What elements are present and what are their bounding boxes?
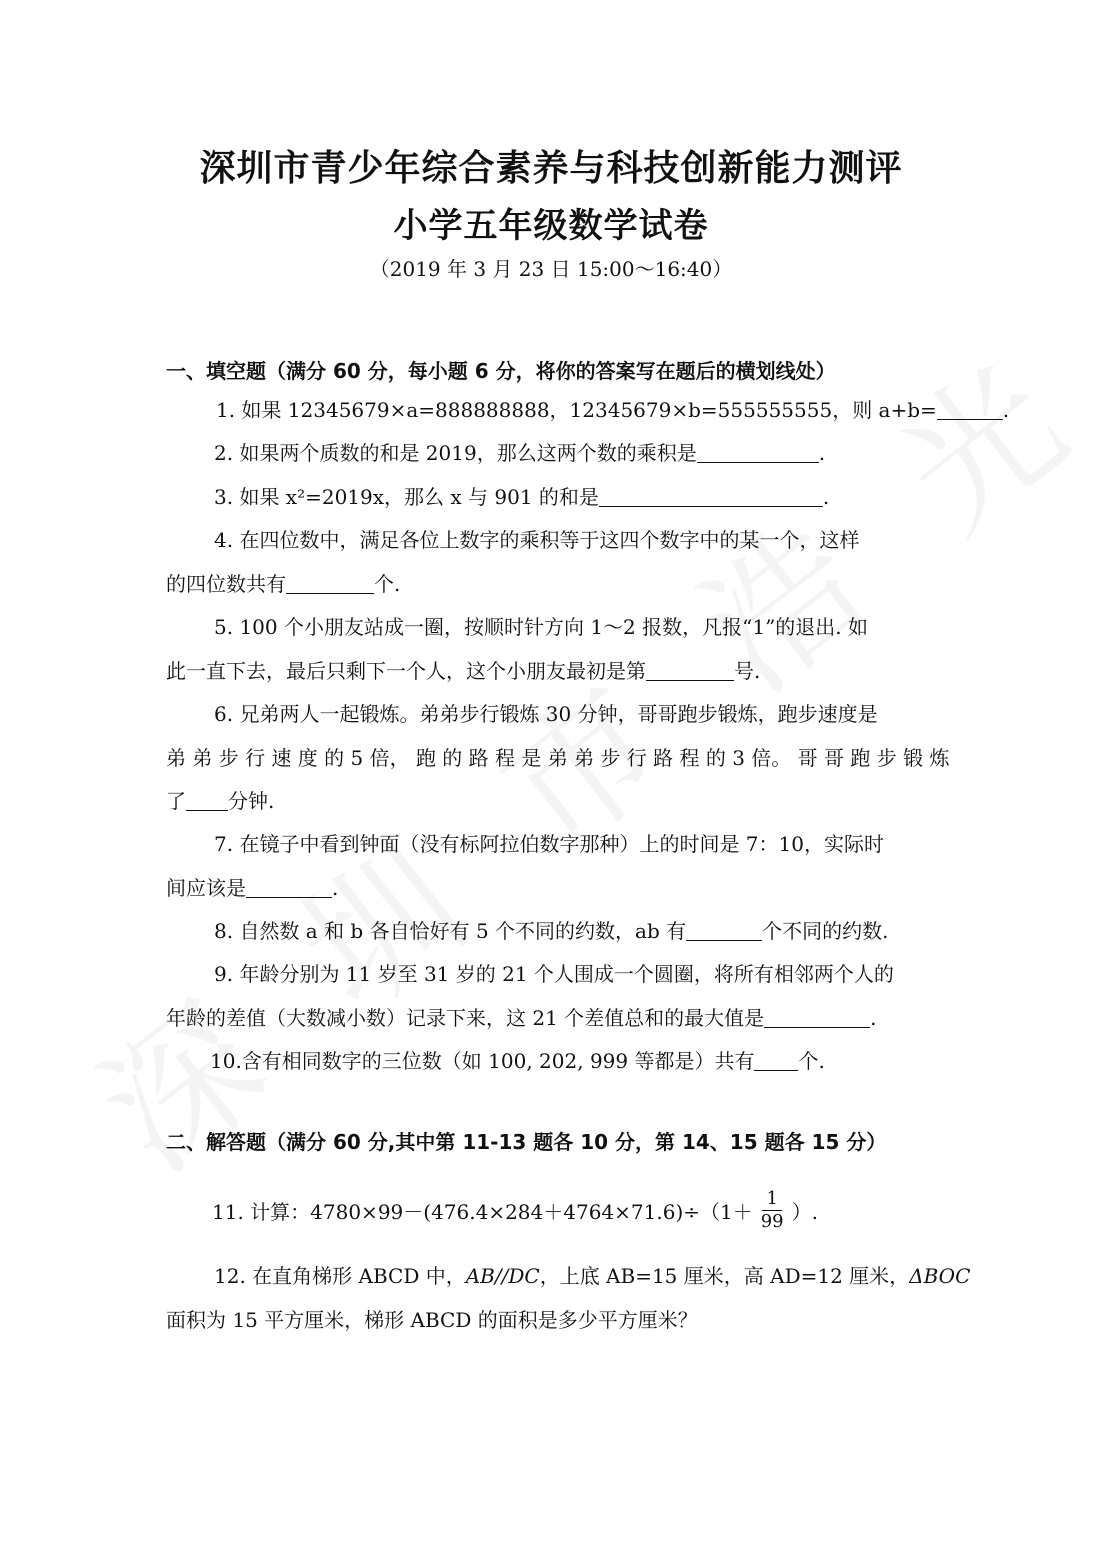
question-5-line1: 5. 100 个小朋友站成一圈，按顺时针方向 1～2 报数，凡报“1”的退出. 如: [214, 615, 869, 639]
answer-blank[interactable]: [754, 1048, 798, 1071]
triangle-notation: ΔBOC: [909, 1264, 971, 1288]
question-4: [166, 519, 936, 606]
question-10: [166, 1040, 936, 1084]
exam-date: （2019 年 3 月 23 日 15:00～16:40）: [369, 257, 733, 281]
question-2: [166, 432, 936, 476]
question-9-end: .: [870, 1005, 877, 1030]
question-6-end: 分钟.: [228, 789, 275, 813]
answer-blank[interactable]: [764, 1005, 870, 1028]
fraction: [757, 1188, 788, 1233]
question-11-end: ）.: [791, 1199, 818, 1224]
question-3-text: 3. 如果 x²=2019x，那么 x 与 901 的和是: [214, 485, 599, 509]
answer-blank[interactable]: [686, 918, 762, 941]
question-9-line1: 9. 年龄分别为 11 岁至 31 岁的 21 个人围成一个圆圈，将所有相邻两个人的: [214, 962, 894, 986]
question-6-line3: 了: [166, 789, 186, 813]
answer-blank[interactable]: [186, 788, 228, 811]
question-2-end: .: [818, 441, 826, 465]
question-12-line1c: ，上底 AB=15 厘米，高 AD=12 厘米，: [539, 1264, 910, 1288]
section1-heading: 一、填空题（满分 60 分，每小题 6 分，将你的答案写在题后的横划线处）: [166, 359, 836, 383]
question-6-line1: 6. 兄弟两人一起锻炼。弟弟步行锻炼 30 分钟，哥哥跑步锻炼，跑步速度是: [214, 702, 878, 726]
question-5: [166, 606, 936, 693]
question-4-end: 个.: [374, 571, 401, 596]
question-7: [166, 823, 936, 910]
parallel-notation: AB//DC: [465, 1264, 540, 1288]
question-3-end: .: [822, 485, 830, 509]
question-1: [166, 389, 1010, 433]
answer-blank[interactable]: [646, 658, 734, 681]
answer-blank[interactable]: [599, 484, 823, 507]
question-9: [166, 953, 936, 1040]
question-11-expression: 11. 计算：4780×99－(476.4×284＋4764×71.6)÷（1＋: [212, 1199, 753, 1224]
question-12: [166, 1255, 971, 1342]
answer-blank[interactable]: [697, 440, 819, 463]
question-6: [166, 693, 950, 824]
answer-blank[interactable]: [937, 397, 1003, 420]
question-5-line2: 此一直下去，最后只剩下一个人，这个小朋友最初是第: [166, 658, 646, 683]
question-10-text: 10.含有相同数字的三位数（如 100, 202, 999 等都是）共有: [210, 1049, 755, 1073]
exam-subtitle: 小学五年级数学试卷: [393, 206, 709, 246]
question-9-line2: 年龄的差值（大数减小数）记录下来，这 21 个差值总和的最大值是: [166, 1005, 765, 1030]
question-12-line1a: 12. 在直角梯形 ABCD 中，: [214, 1264, 466, 1288]
question-7-line1: 7. 在镜子中看到钟面（没有标阿拉伯数字那种）上的时间是 7：10，实际时: [214, 832, 884, 856]
question-1-end: .: [1002, 398, 1010, 422]
fraction-numerator: 1: [762, 1188, 781, 1211]
question-8-text: 8. 自然数 a 和 b 各自恰好有 5 个不同的约数，ab 有: [214, 919, 687, 943]
exam-title: 深圳市青少年综合素养与科技创新能力测评: [199, 147, 903, 189]
question-7-end: .: [332, 875, 339, 900]
question-4-line2: 的四位数共有: [166, 571, 286, 596]
question-10-end: 个.: [798, 1049, 825, 1073]
section2-heading: 二、解答题（满分 60 分,其中第 11-13 题各 10 分，第 14、15 题各 15 分）: [166, 1130, 887, 1154]
question-1-text: 1. 如果 12345679×a=888888888，12345679×b=555555555，则 a+b=: [216, 398, 937, 422]
question-8: [166, 910, 936, 954]
fraction-denominator: 99: [760, 1210, 784, 1232]
question-7-line2: 间应该是: [166, 875, 246, 900]
question-8-end: 个不同的约数.: [762, 919, 889, 943]
question-3: [166, 476, 936, 520]
question-6-line2: 弟 弟 步 行 速 度 的 5 倍， 跑 的 路 程 是 弟 弟 步 行 路 程 的 3 倍。 哥 哥 跑 步 锻 炼: [166, 745, 950, 770]
question-2-text: 2. 如果两个质数的和是 2019，那么这两个数的乘积是: [214, 441, 697, 465]
answer-blank[interactable]: [246, 875, 332, 898]
question-11: [212, 1180, 818, 1240]
question-4-line1: 4. 在四位数中，满足各位上数字的乘积等于这四个数字中的某一个，这样: [214, 528, 860, 552]
question-12-line2: 面积为 15 平方厘米，梯形 ABCD 的面积是多少平方厘米？: [166, 1307, 698, 1332]
question-5-end: 号.: [734, 658, 761, 683]
answer-blank[interactable]: [286, 571, 374, 594]
